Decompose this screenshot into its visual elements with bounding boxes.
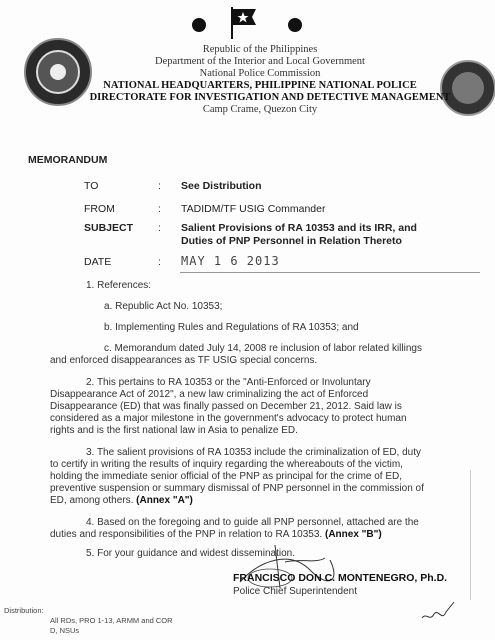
date-rule: [180, 272, 480, 273]
signatory-title: Police Chief Superintendent: [233, 586, 357, 597]
subject-colon: :: [158, 222, 161, 234]
annex-b-label: (Annex "B"): [325, 529, 382, 540]
distribution-line-1: All RDs, PRO 1-13, ARMM and COR: [50, 616, 173, 625]
para4-line1: 4. Based on the foregoing and to guide all PNP personnel, attached are the: [86, 517, 419, 528]
para2-line4: considered as a major milestone in the government's advocacy to protect human: [50, 413, 407, 424]
memo-heading: MEMORANDUM: [28, 154, 108, 166]
flag-star-icon: [228, 5, 258, 41]
distribution-heading: Distribution:: [4, 606, 44, 615]
reference-c-line1: c. Memorandum dated July 14, 2008 re inclusion of labor related killings: [104, 343, 422, 354]
para3-line5: [50, 495, 193, 508]
header-department: Department of the Interior and Local Government: [155, 56, 365, 67]
para3-line3: holding the immediate senior official of the PNP as principal for the crime of ED,: [50, 471, 403, 482]
para3-line1: 3. The salient provisions of RA 10353 include the criminalization of ED, duty: [86, 447, 421, 458]
from-value: TADIDM/TF USIG Commander: [181, 203, 326, 215]
handwritten-initials: [420, 598, 460, 628]
signatory-name: FRANCISCO DON C. MONTENEGRO, Ph.D.: [233, 572, 448, 584]
para3-line4: preventive suspension or summary dismissal of PNP personnel in the commission of: [50, 483, 424, 494]
date-label: DATE: [84, 256, 112, 268]
to-value: See Distribution: [181, 180, 262, 192]
reference-b: b. Implementing Rules and Regulations of RA 10353; and: [104, 322, 359, 333]
header-dot-left: [192, 18, 206, 32]
subject-label: SUBJECT: [84, 222, 134, 234]
header-dot-right: [288, 18, 302, 32]
header-republic: Republic of the Philippines: [202, 44, 318, 55]
para3-line5-text: ED, among others.: [50, 495, 134, 506]
to-colon: :: [158, 180, 161, 192]
annex-a-label: (Annex "A"): [136, 495, 193, 506]
subject-line-1: Salient Provisions of RA 10353 and its IRR, and: [181, 222, 417, 234]
para2-line2: Disappearance Act of 2012", a new law criminalizing the act of Enforced: [50, 389, 369, 400]
header-pnp-nhq: NATIONAL HEADQUARTERS, PHILIPPINE NATIONAL POLICE: [103, 80, 417, 91]
to-label: TO: [84, 180, 99, 192]
margin-mark: [470, 470, 471, 600]
distribution-line-2: D, NSUs: [50, 626, 80, 635]
para5: 5. For your guidance and widest dissemination.: [86, 548, 296, 559]
para2-line3: Disappearance (ED) that was finally passed on December 21, 2012. Said law is: [50, 401, 402, 412]
para3-line2: to certify in writing the results of inquiry regarding the whereabouts of the victim,: [50, 459, 403, 470]
header-napolcom: National Police Commission: [199, 68, 321, 79]
header-camp: Camp Crame, Quezon City: [202, 104, 318, 115]
para4-line2-text: duties and responsibilities of the PNP in relation to RA 10353.: [50, 529, 323, 540]
header-didm: DIRECTORATE FOR INVESTIGATION AND DETECTIVE MANAGEMENT: [89, 92, 451, 103]
references-heading: 1. References:: [86, 280, 152, 291]
para2-line1: 2. This pertains to RA 10353 or the "Anti-Enforced or Involuntary: [86, 377, 371, 388]
from-label: FROM: [84, 203, 115, 215]
para2-line5: rights and is the first national law in Asia to penalize ED.: [50, 425, 298, 436]
reference-c-line2: and enforced disappearances as TF USIG special concerns.: [50, 355, 318, 366]
reference-a: a. Republic Act No. 10353;: [104, 301, 223, 312]
date-stamp: MAY 1 6 2013: [181, 254, 280, 268]
date-colon: :: [158, 256, 161, 268]
subject-line-2: Duties of PNP Personnel in Relation Thereto: [181, 235, 402, 247]
from-colon: :: [158, 203, 161, 215]
